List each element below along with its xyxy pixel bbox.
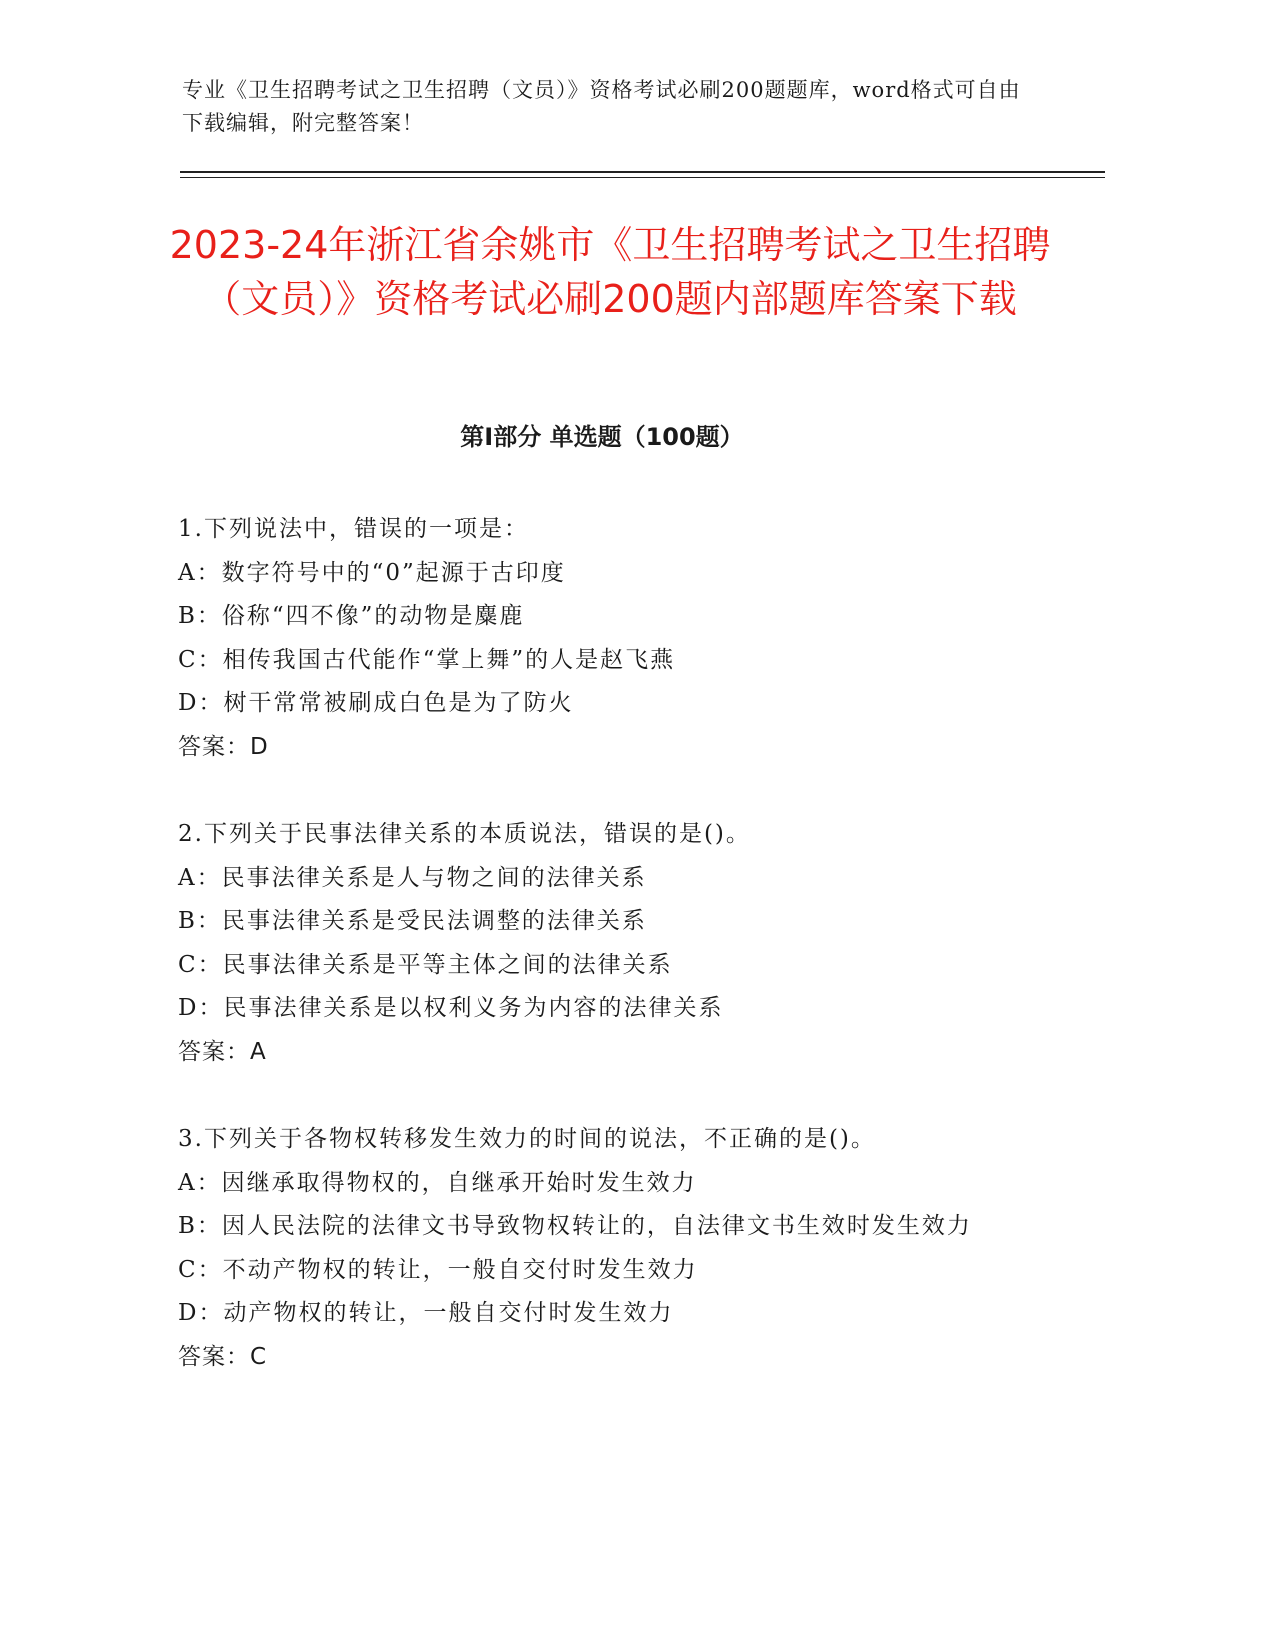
option-b: B：民事法律关系是受民法调整的法律关系 <box>178 908 647 934</box>
option-b: B：俗称“四不像”的动物是麋鹿 <box>178 603 525 629</box>
section-heading: 第I部分 单选题（100题） <box>460 423 744 451</box>
option-a: A：数字符号中的“0”起源于古印度 <box>178 559 566 586</box>
option-b: B：因人民法院的法律文书导致物权转让的，自法律文书生效时发生效力 <box>178 1213 972 1239</box>
question-2 <box>178 813 1048 1074</box>
option-a: A：因继承取得物权的，自继承开始时发生效力 <box>178 1169 697 1196</box>
answer: 答案：D <box>178 733 269 760</box>
header-divider-thick <box>180 171 1105 173</box>
question-stem: 2.下列关于民事法律关系的本质说法，错误的是()。 <box>178 821 751 847</box>
header-divider-thin <box>180 177 1105 178</box>
question-stem: 3.下列关于各物权转移发生效力的时间的说法，不正确的是()。 <box>178 1126 876 1152</box>
answer: 答案：C <box>178 1343 268 1370</box>
document-title: 2023-24年浙江省余姚市《卫生招聘考试之卫生招聘（文员）》资格考试必刷200题内部题库答案下载 <box>169 223 1051 321</box>
option-d: D：动产物权的转让，一般自交付时发生效力 <box>178 1300 674 1326</box>
question-3 <box>178 1118 1048 1379</box>
option-a: A：民事法律关系是人与物之间的法律关系 <box>178 864 647 891</box>
question-stem: 1.下列说法中，错误的一项是： <box>178 516 529 542</box>
option-d: D：树干常常被刷成白色是为了防火 <box>178 690 574 716</box>
header-note: 专业《卫生招聘考试之卫生招聘（文员）》资格考试必刷200题题库，word格式可自由下载编辑，附完整答案！ <box>182 78 1021 135</box>
option-d: D：民事法律关系是以权利义务为内容的法律关系 <box>178 995 724 1021</box>
option-c: C：相传我国古代能作“掌上舞”的人是赵飞燕 <box>178 646 676 673</box>
answer: 答案：A <box>178 1038 267 1065</box>
question-1 <box>178 508 1048 769</box>
option-c: C：不动产物权的转让，一般自交付时发生效力 <box>178 1256 698 1283</box>
option-c: C：民事法律关系是平等主体之间的法律关系 <box>178 951 673 978</box>
